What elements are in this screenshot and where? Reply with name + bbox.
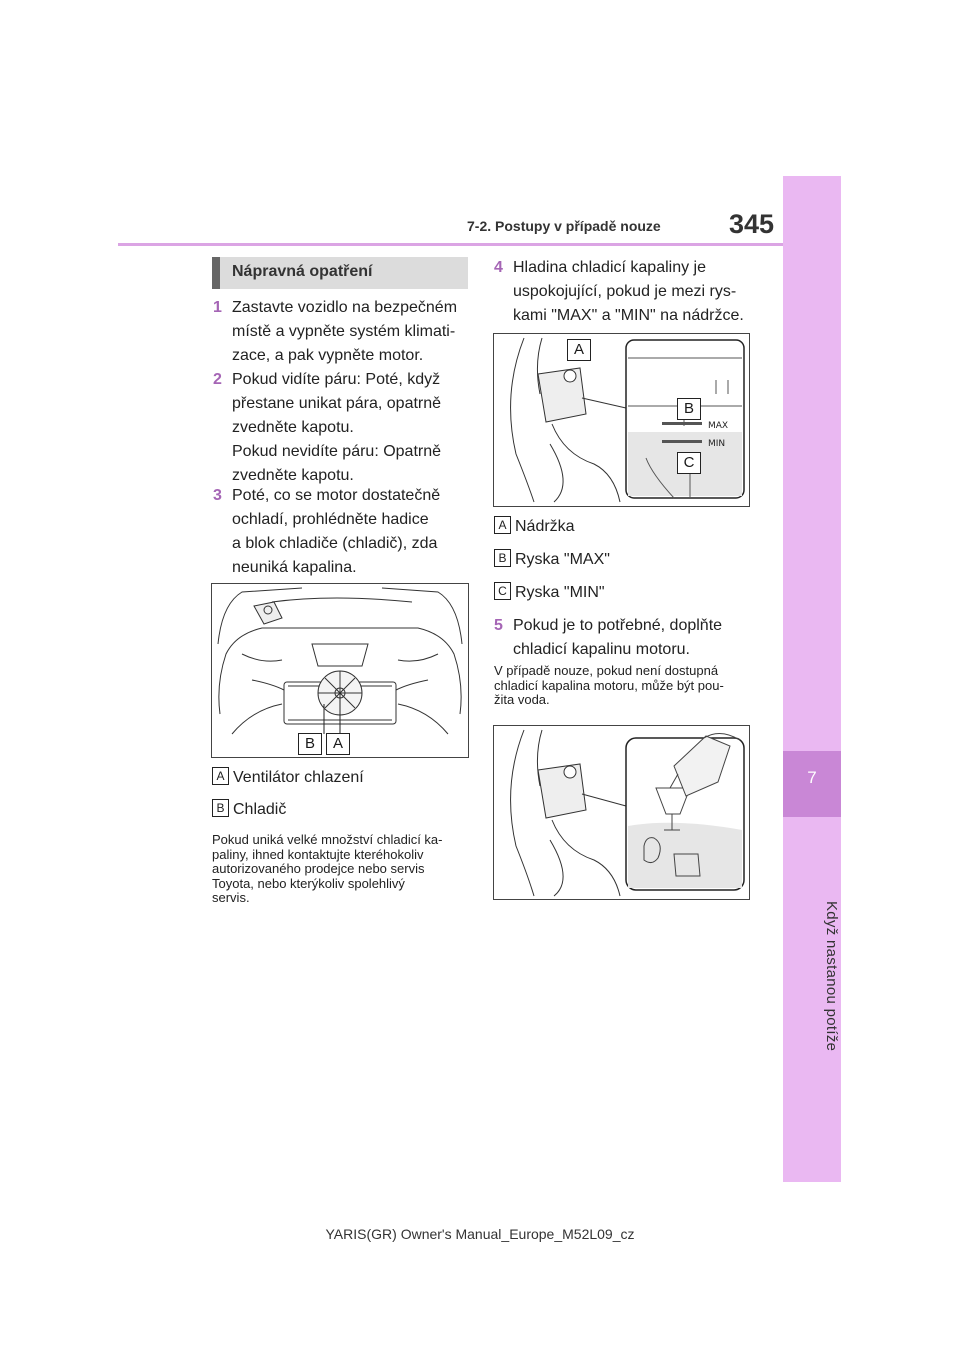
- chapter-number: 7: [807, 768, 817, 787]
- callout-letter: B: [212, 799, 229, 817]
- callout-reservoir: [494, 515, 575, 539]
- step-line: zace, a pak vypněte motor.: [232, 347, 424, 364]
- reservoir-illustration: [494, 334, 749, 506]
- refill-illustration: [494, 726, 749, 899]
- callout-letter: A: [212, 767, 229, 785]
- step-3: [213, 484, 441, 580]
- note-line: paliny, ihned kontaktujte kteréhokoliv: [212, 846, 424, 862]
- note-line: V případě nouze, pokud není dostupná: [494, 663, 719, 678]
- step-5: [494, 614, 723, 662]
- page-number: 345: [729, 209, 775, 239]
- step-line: Zastavte vozidlo na bezpečném: [232, 299, 458, 316]
- callout-letter: B: [494, 549, 511, 567]
- step-2: [213, 368, 442, 488]
- footer-document-id: YARIS(GR) Owner's Manual_Europe_M52L09_cz: [325, 1226, 635, 1242]
- step-line: Pokud je to potřebné, doplňte: [513, 617, 723, 634]
- callout-letter: C: [494, 582, 511, 600]
- callout-fan: [212, 766, 364, 790]
- figure-label-b: B: [677, 398, 701, 420]
- callout-letter: A: [494, 516, 511, 534]
- step-line: přestane unikat pára, opatrně: [232, 395, 442, 412]
- step-line: a blok chladiče (chladič), zda: [232, 535, 438, 552]
- callout-text: Nádržka: [515, 518, 575, 535]
- section-title: 7-2. Postupy v případě nouze: [467, 218, 661, 234]
- radiator-figure: [211, 583, 469, 758]
- callout-max-line: [494, 548, 610, 572]
- step-line: zvedněte kapotu.: [232, 419, 354, 436]
- callout-text: Chladič: [233, 801, 287, 818]
- heading-accent-bar: [212, 257, 220, 289]
- step-line: chladicí kapalinu motoru.: [513, 641, 690, 658]
- figure-label-a: A: [567, 339, 591, 361]
- note-line: autorizovaného prodejce nebo servis: [212, 861, 425, 876]
- note-line: Pokud uniká velké množství chladicí ka-: [212, 832, 443, 847]
- step-number: 5: [494, 617, 503, 634]
- reservoir-figure: [493, 333, 750, 507]
- step-number: 4: [494, 259, 503, 276]
- min-mark-label: MIN: [708, 439, 726, 449]
- step-line: kami "MAX" a "MIN" na nádržce.: [513, 307, 744, 324]
- step-line: uspokojující, pokud je mezi rys-: [513, 283, 737, 300]
- max-mark-label: MAX: [708, 421, 729, 431]
- heading-title: Nápravná opatření: [232, 263, 373, 280]
- callout-text: Ventilátor chlazení: [233, 769, 364, 786]
- step-4: [494, 256, 744, 328]
- note-line: žita voda.: [494, 692, 550, 707]
- step-number: 3: [213, 487, 222, 504]
- note-line: Toyota, nebo kterýkoliv spolehlivý: [212, 875, 405, 891]
- step-line: zvedněte kapotu.: [232, 467, 354, 484]
- callout-min-line: [494, 581, 605, 605]
- callout-text: Ryska "MIN": [515, 584, 605, 601]
- callout-radiator: [212, 798, 286, 822]
- step-line: místě a vypněte systém klimati-: [232, 323, 456, 340]
- heading-box: [212, 257, 468, 289]
- step-1: [213, 296, 458, 368]
- step-line: ochladí, prohlédněte hadice: [232, 511, 429, 528]
- figure-label-a: A: [326, 733, 350, 755]
- callout-text: Ryska "MAX": [515, 551, 610, 568]
- step-line: Pokud nevidíte páru: Opatrně: [232, 443, 442, 460]
- note-water: [494, 664, 724, 708]
- refill-figure: [493, 725, 750, 900]
- radiator-illustration: [212, 584, 468, 757]
- step-line: neuniká kapalina.: [232, 559, 357, 576]
- note-leak: [212, 833, 443, 906]
- step-number: 2: [213, 371, 222, 388]
- note-line: servis.: [212, 890, 250, 905]
- step-line: Poté, co se motor dostatečně: [232, 487, 441, 504]
- note-line: chladicí kapalina motoru, může být pou-: [494, 677, 724, 693]
- step-line: Pokud vidíte páru: Poté, když: [232, 371, 441, 388]
- step-line: Hladina chladicí kapaliny je: [513, 259, 706, 276]
- figure-label-c: C: [677, 452, 701, 474]
- header-rule: [118, 243, 783, 246]
- step-number: 1: [213, 299, 222, 316]
- chapter-title: Když nastanou potíže: [823, 900, 840, 1052]
- figure-label-b: B: [298, 733, 322, 755]
